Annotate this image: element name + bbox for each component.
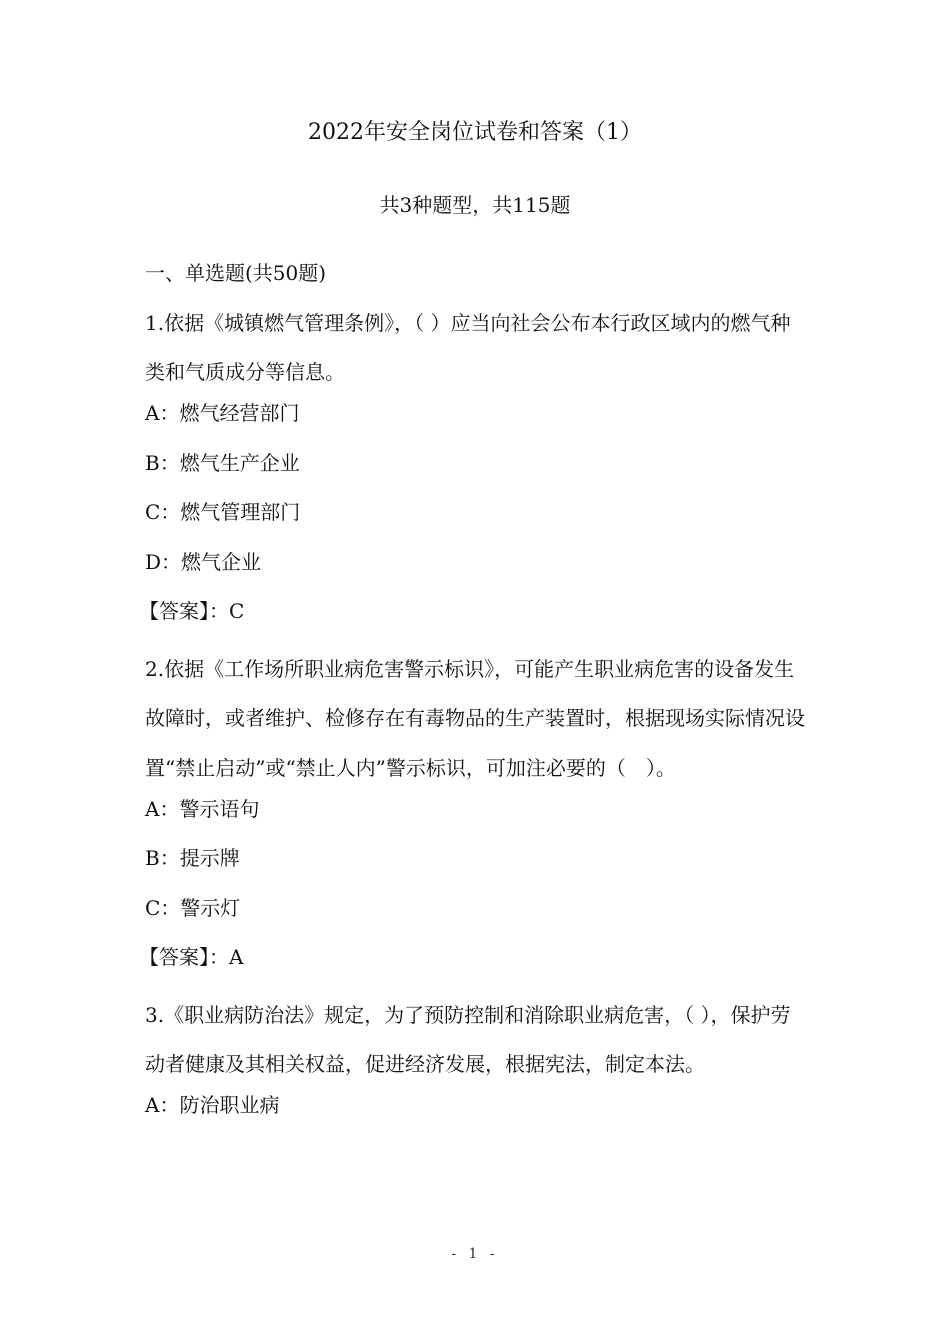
question-option: B：燃气生产企业 (145, 450, 300, 475)
page-subtitle: 共3种题型，共115题 (379, 193, 571, 217)
question-option: B：提示牌 (145, 846, 240, 870)
question-option: D：燃气企业 (145, 549, 262, 574)
document-body (139, 257, 810, 1139)
question-option: A：燃气经营部门 (145, 401, 300, 425)
question-answer: 【答案】：C (139, 599, 245, 623)
question-option: C：警示灯 (145, 895, 241, 920)
question-text: 3.《职业病防治法》规定，为了预防控制和消除职业病危害，（ ），保护劳动者健康及其相关权益，促进经济发展，根据宪法，制定本法。 (145, 1002, 791, 1076)
page-number: - 1 - (451, 1246, 499, 1262)
question-option: C：燃气管理部门 (145, 500, 301, 524)
section-heading: 一、单选题(共50题) (145, 261, 327, 285)
question-option: A：警示语句 (145, 796, 260, 821)
question-text: 2.依据《工作场所职业病危害警示标识》，可能产生职业病危害的设备发生故障时，或者维护、检修存在有毒物品的生产装置时，根据现场实际情况设置“禁止启动”或“禁止人内”警示标识，可加注必要的（ ）。 (145, 656, 805, 780)
page-title: 2022年安全岗位试卷和答案（1） (308, 120, 642, 145)
question-answer: 【答案】：A (139, 945, 244, 969)
question-text: 1.依据《城镇燃气管理条例》，（ ）应当向社会公布本行政区域内的燃气种类和气质成分等信息。 (145, 310, 791, 384)
question-option: A：防治职业病 (145, 1093, 280, 1117)
